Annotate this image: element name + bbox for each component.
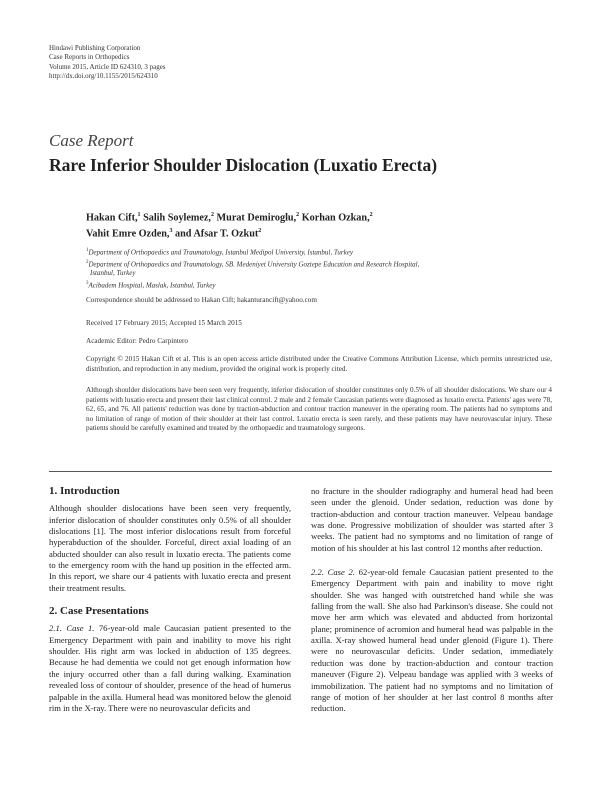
- case1-continued-text: no fracture in the shoulder radiography and humeral head had been seen under the glenoid. Under sedation, reduction was done by traction-abduction and contour traction maneuver. Velpeau bandage was done. Progressive mobilization of shoulder was started after 3 weeks. The patient had no symptoms and no limitation of range of motion of his shoulder at his last control 12 months after reduction.: [311, 486, 553, 553]
- affiliation-number: 1: [86, 248, 89, 253]
- article-type: Case Report: [49, 131, 134, 150]
- case1-label: 2.1. Case 1.: [49, 623, 95, 634]
- section-heading-introduction: 1. Introduction: [49, 485, 120, 497]
- author-affiliation-mark: 2: [296, 212, 300, 218]
- abstract: Although shoulder dislocations have been seen very frequently, inferior dislocation of shoulder constitutes only 0.5% of all shoulder dislocations. We share our 4 patients with luxatio erecta and present their last clinical control. 2 male and 2 female Caucasian patients were diagnosed as luxatio erecta. Patients' ages were 78, 62, 65, and 76. All patients' reduction was done by traction-abduction and contour traction maneuver in the operating room. The patients had no symptoms and no limitation of range of motion of their shoulder at their last control. Luxatio erecta is seen rarely, and these patients may have neurovascular injury. These patients should be carefully examined and treated by the orthopaedic and traumatology surgeons.: [86, 386, 552, 433]
- affiliation-text: Istanbul, Turkey: [90, 269, 136, 278]
- author-name: Murat Demiroglu,: [216, 212, 297, 224]
- affiliation-text: Acibadem Hospital, Maslak, Istanbul, Turkey: [88, 281, 216, 290]
- case1-text: 76-year-old male Caucasian patient presented to the Emergency Department with pain and inability to move his right shoulder. His right arm was locked in abduction of 135 degrees. Because he had dementia we could not get enough information how the injury occurred other than a fall during walking. Examination revealed loss of contour of shoulder, presence of the head of humerus palpable in the axilla. Humeral head was monitored below the glenoid rim in the X-ray. There were no neurovascular deficits and: [49, 623, 291, 713]
- doi-link[interactable]: http://dx.doi.org/10.1155/2015/624310: [49, 71, 158, 80]
- case2-label: 2.2. Case 2.: [311, 567, 355, 578]
- correspondence: Correspondence should be addressed to Hakan Cift; hakanturancift@yahoo.com: [86, 296, 317, 304]
- volume-line: Volume 2015, Article ID 624310, 3 pages: [49, 62, 166, 71]
- publisher-name: Hindawi Publishing Corporation: [49, 44, 141, 52]
- journal-info: [49, 44, 166, 81]
- case2-paragraph: [311, 567, 553, 714]
- affiliations: [86, 246, 526, 291]
- author-name: and Afsar T. Ozkut: [175, 228, 259, 240]
- affiliation-item: [86, 279, 526, 291]
- author-list: [86, 209, 466, 241]
- divider: [49, 471, 552, 472]
- dates: Received 17 February 2015; Accepted 15 March 2015: [86, 319, 242, 327]
- affiliation-item: [86, 269, 526, 278]
- author-affiliation-mark: 1: [137, 212, 141, 218]
- author-affiliation-mark: 3: [169, 227, 173, 234]
- academic-editor: Academic Editor: Pedro Carpintero: [86, 337, 188, 345]
- author-affiliation-mark: 2: [258, 227, 262, 234]
- affiliation-item: [86, 258, 526, 270]
- author-name: Korhan Ozkan,: [301, 212, 370, 224]
- copyright-notice: Copyright © 2015 Hakan Cift et al. This is an open access article distributed under the Creative Commons Attribution License, which permits unrestricted use, distribution, and reproduction in any medium, provided the original work is properly cited.: [86, 355, 552, 373]
- right-column: [311, 486, 553, 715]
- article-title: Rare Inferior Shoulder Dislocation (Luxatio Erecta): [49, 155, 438, 175]
- affiliation-item: [86, 246, 526, 258]
- affiliation-text: Department of Orthopaedics and Traumatology, Istanbul Medipol University, Istanbul, Turkey: [88, 248, 353, 257]
- author-name: Salih Soylemez,: [143, 212, 211, 224]
- affiliation-text: Department of Orthopaedics and Traumatology, SB. Medeniyet University Goztepe Education and Research Hospital,: [88, 260, 420, 269]
- author-name: Vahit Emre Ozden,: [86, 228, 170, 240]
- author-name: Hakan Cift,: [86, 212, 138, 224]
- case1-paragraph: [49, 623, 291, 714]
- introduction-text: Although shoulder dislocations have been seen very frequently, inferior dislocation of shoulder constitutes only 0.5% of all shoulder dislocations [1]. The most inferior dislocations result from forceful hyperabduction of the shoulder. Forceful, direct axial loading of an abducted shoulder can also result in luxatio erecta. The patients come to the emergency room with the hand up position in the effected arm. In this report, we share our 4 patients with luxatio erecta and present their treatment results.: [49, 503, 291, 593]
- journal-name: Case Reports in Orthopedics: [49, 53, 130, 62]
- case2-text: 62-year-old female Caucasian patient presented to the Emergency Department with pain and inability to move right shoulder. She was hanged with outstretched hand while she was falling from the wall. She also had Parkinson's disease. She could not move her arm which was elevated and abducted from horizontal plane; prominence of acromion and humeral head was palpable in the axilla. X-ray showed humeral head under glenoid (Figure 1). There were no neurovascular deficits. Under sedation, immediately reduction was done by traction-abduction and contour traction maneuver (Figure 2). Velpeau bandage was applied with 3 weeks of immobilization. The patient had no symptoms and no limitation of range of motion of her shoulder at her last control 8 months after reduction.: [311, 567, 554, 714]
- author-affiliation-mark: 2: [210, 212, 214, 218]
- affiliation-number: 2: [86, 259, 89, 265]
- author-affiliation-mark: 2: [369, 212, 373, 218]
- left-column: [49, 486, 291, 714]
- section-heading-case-presentations: 2. Case Presentations: [49, 605, 149, 618]
- affiliation-number: 3: [86, 280, 89, 286]
